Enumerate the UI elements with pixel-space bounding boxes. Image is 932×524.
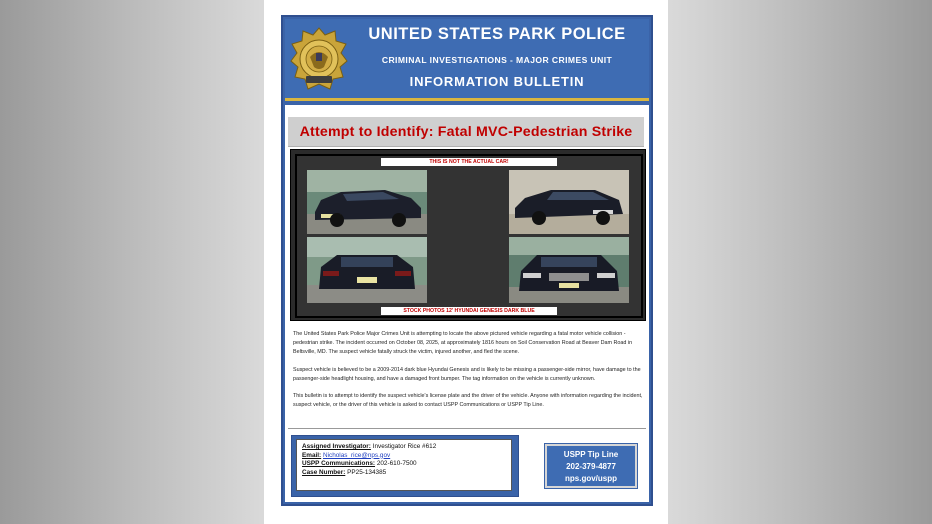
stock-photos-banner: STOCK PHOTOS 12' HYUNDAI GENESIS DARK BLUE xyxy=(381,307,557,315)
investigator-label: Assigned Investigator: xyxy=(302,443,371,450)
narrative-paragraph-2: Suspect vehicle is believed to be a 2009-2014 dark blue Hyundai Genesis and is likely to be missing a passenger-side mirror, have damage to the passenger-side headlight housing, and have a damaged front bumper. The tag information on the vehicle is currently unknown. xyxy=(293,366,641,382)
document-type: INFORMATION BULLETIN xyxy=(409,74,585,89)
unit-name: CRIMINAL INVESTIGATIONS - MAJOR CRIMES UNIT xyxy=(381,55,613,65)
section-divider xyxy=(288,428,646,429)
photo-frame xyxy=(295,154,643,318)
vehicle-photo-panel xyxy=(290,149,646,321)
tip-line-website: nps.gov/uspp xyxy=(565,474,617,483)
investigator-name: Investigator Rice #612 xyxy=(372,443,437,450)
case-number-label: Case Number: xyxy=(302,468,346,476)
car-front-left-icon xyxy=(307,170,427,234)
communications-phone: 202-610-7500 xyxy=(376,460,417,468)
tip-line-phone: 202-379-4877 xyxy=(566,462,616,471)
incident-narrative xyxy=(293,330,643,418)
communications-label: USPP Communications: xyxy=(302,460,376,468)
communications-row xyxy=(302,460,511,469)
title-band xyxy=(288,117,644,147)
investigator-details xyxy=(296,439,512,491)
car-front-right-icon xyxy=(509,170,629,234)
tip-line-title: USPP Tip Line xyxy=(563,450,619,459)
case-number: PP25-134385 xyxy=(347,468,387,476)
car-front-icon xyxy=(509,237,629,303)
narrative-paragraph-1: The United States Park Police Major Crimes Unit is attempting to locate the above pictured vehicle regarding a fatal motor vehicle collision - pedestrian strike. The incident occurred on October 08, 2025, at approximately 1816 hours on Soil Conservation Road at Beaver Dam Road in Beltsville, MD. The suspect vehicle fatally struck the victim, injured another, and fled the scene. xyxy=(293,331,633,356)
email-row xyxy=(302,452,511,461)
investigator-row xyxy=(302,443,511,452)
case-number-row xyxy=(302,469,511,478)
tip-line-box xyxy=(545,444,637,488)
header-gold-divider xyxy=(285,98,649,101)
email-label: Email: xyxy=(302,451,322,459)
not-actual-car-banner: THIS IS NOT THE ACTUAL CAR! xyxy=(381,158,557,166)
narrative-paragraph-3: This bulletin is to attempt to identify the suspect vehicle's license plate and the driver of the vehicle. Anyone with information regarding the incident, suspect vehicle, or the driver of this vehicle is asked to contact USPP Communications or USPP Tip Line. xyxy=(293,393,643,409)
investigator-contact-box xyxy=(291,435,519,497)
car-rear-icon xyxy=(307,237,427,303)
agency-name: UNITED STATES PARK POLICE xyxy=(368,25,626,43)
information-bulletin xyxy=(281,15,653,506)
bulletin-content xyxy=(285,105,649,502)
bulletin-title: Attempt to Identify: Fatal MVC-Pedestrian Strike xyxy=(299,124,633,140)
park-police-badge-icon xyxy=(290,27,348,93)
investigator-email-link[interactable]: Nicholas_rice@nps.gov xyxy=(322,451,391,459)
bulletin-header xyxy=(285,19,649,101)
